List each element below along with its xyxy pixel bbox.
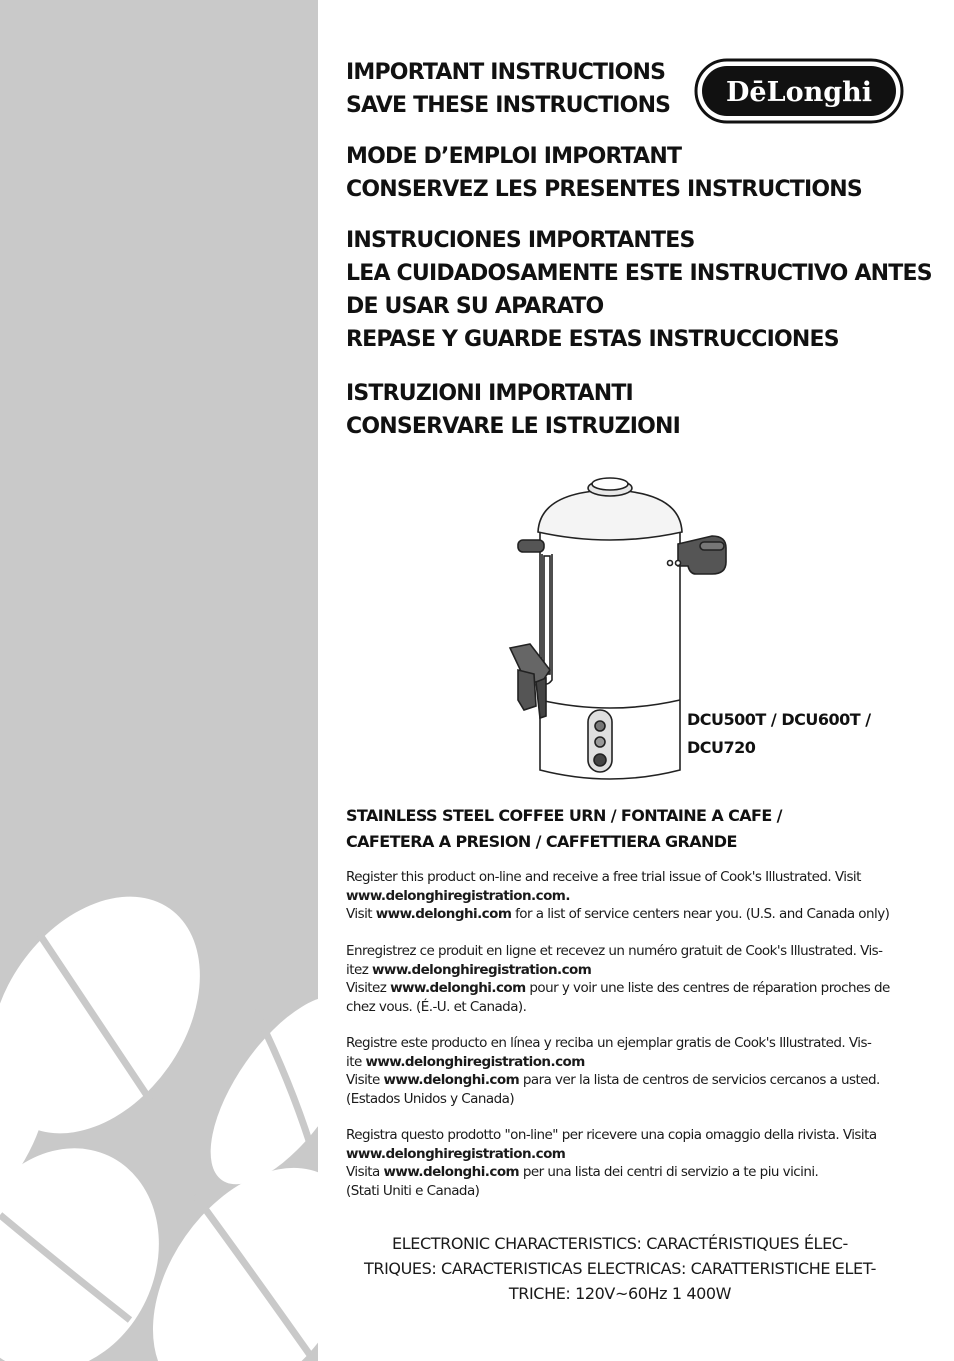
heading-line: INSTRUCIONES IMPORTANTES — [346, 228, 695, 253]
heading-line: DE USAR SU APARATO — [346, 294, 604, 319]
electronic-line: TRICHE: 120V~60Hz 1 400W — [508, 1284, 732, 1303]
registration-text: Register this product on-line and receive a free trial issue of Cook's Illustrated. Visit — [346, 869, 861, 885]
registration-text: Registre este producto en línea y reciba un ejemplar gratis de Cook's Illustrated. Vis- — [346, 1035, 872, 1051]
registration-french — [346, 942, 894, 1016]
electronic-line: ELECTRONIC CHARACTERISTICS: CARACTÉRISTIQUES ÉLEC- — [392, 1234, 848, 1253]
logo-text: DēLonghi — [726, 77, 872, 108]
registration-text: (Estados Unidos y Canada) — [346, 1090, 515, 1107]
model-line: DCU720 — [687, 738, 756, 757]
registration-text: itez — [346, 961, 372, 978]
registration-english — [346, 868, 894, 924]
side-decoration-panel — [0, 0, 318, 1361]
registration-link[interactable]: www.delonghiregistration.com — [365, 1053, 585, 1070]
heading-line: MODE D’EMPLOI IMPORTANT — [346, 144, 682, 169]
registration-text: (Stati Uniti e Canada) — [346, 1182, 480, 1199]
product-title-line: CAFETERA A PRESION / CAFFETTIERA GRANDE — [346, 832, 737, 851]
registration-spanish — [346, 1034, 894, 1108]
heading-line: REPASE Y GUARDE ESTAS INSTRUCCIONES — [346, 327, 839, 352]
registration-link[interactable]: www.delonghiregistration.com — [346, 1145, 566, 1162]
registration-text: chez vous. (É.-U. et Canada). — [346, 998, 527, 1015]
service-centers-link[interactable]: www.delonghi.com — [383, 1164, 520, 1180]
registration-text: Visitez — [346, 980, 391, 996]
product-title — [346, 803, 906, 855]
registration-text: pour y voir une liste des centres de réparation proches de — [525, 980, 890, 996]
service-centers-link[interactable]: www.delonghi.com — [375, 906, 512, 922]
registration-text: Enregistrez ce produit en ligne et recevez un numéro gratuit de Cook's Illustrated. Vis- — [346, 943, 883, 959]
electronic-characteristics — [346, 1231, 894, 1306]
heading-line: SAVE THESE INSTRUCTIONS — [346, 93, 671, 118]
heading-line: LEA CUIDADOSAMENTE ESTE INSTRUCTIVO ANTES — [346, 261, 932, 286]
model-numbers — [687, 706, 897, 762]
registration-text: Visita — [346, 1164, 384, 1180]
heading-spanish — [346, 224, 932, 356]
service-centers-link[interactable]: www.delonghi.com — [383, 1072, 520, 1088]
heading-line: CONSERVARE LE ISTRUZIONI — [346, 414, 681, 439]
registration-italian — [346, 1126, 894, 1200]
delonghi-logo — [694, 58, 904, 124]
heading-line: ISTRUZIONI IMPORTANTI — [346, 381, 633, 406]
coffee-beans-graphic — [0, 0, 318, 1361]
registration-text: ite — [346, 1053, 366, 1070]
registration-text: para ver la lista de centros de servicios cercanos a usted. — [519, 1072, 880, 1088]
heading-english — [346, 56, 670, 122]
heading-french — [346, 140, 862, 206]
registration-text: Visit — [346, 906, 376, 922]
registration-link[interactable]: www.delonghiregistration.com. — [346, 887, 570, 904]
registration-text: per una lista dei centri di servizio a te piu vicini. — [519, 1164, 819, 1180]
heading-line: IMPORTANT INSTRUCTIONS — [346, 60, 666, 85]
registration-text: Registra questo prodotto "on-line" per ricevere una copia omaggio della rivista. Visita — [346, 1127, 877, 1143]
registration-text: for a list of service centers near you. (U.S. and Canada only) — [511, 906, 890, 922]
service-centers-link[interactable]: www.delonghi.com — [390, 980, 526, 996]
model-line: DCU500T / DCU600T / — [687, 710, 871, 729]
registration-text: Visite — [346, 1072, 384, 1088]
registration-link[interactable]: www.delonghiregistration.com — [371, 961, 592, 978]
product-title-line: STAINLESS STEEL COFFEE URN / FONTAINE A CAFE / — [346, 806, 782, 825]
heading-line: CONSERVEZ LES PRESENTES INSTRUCTIONS — [346, 177, 862, 202]
heading-italian — [346, 377, 680, 443]
electronic-line: TRIQUES: CARACTERISTICAS ELECTRICAS: CARATTERISTICHE ELET- — [363, 1259, 877, 1278]
